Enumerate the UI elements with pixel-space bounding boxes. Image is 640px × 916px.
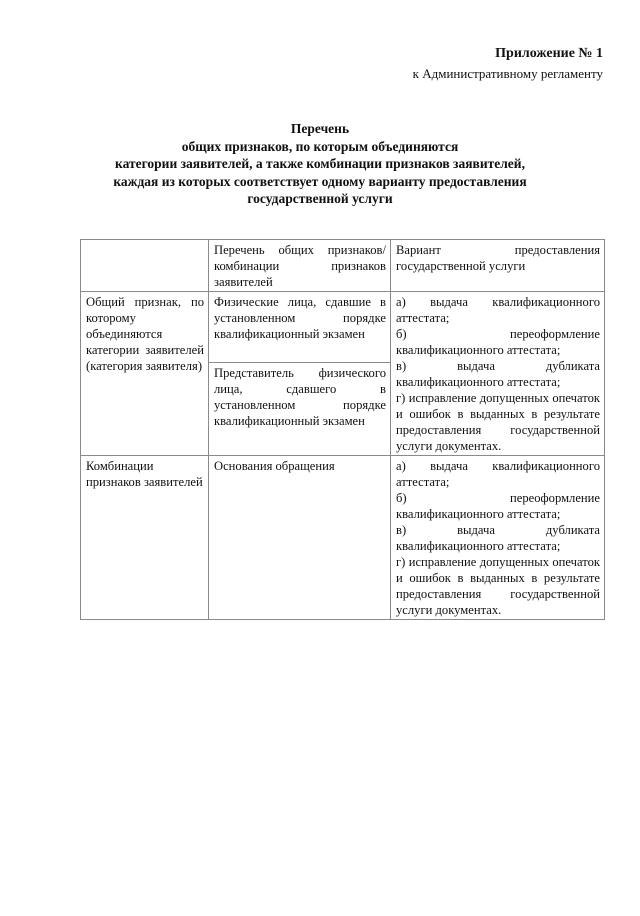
appendix-subtitle: к Административному регламенту [412,66,603,81]
criteria-table [80,239,605,620]
combinations-basis: Основания обращения [209,456,391,620]
variant-item: г) исправление допущенных опечаток и ошибок в выданных в результате предоставления государственной услуги документах. [396,555,600,617]
general-subcategory-2: Представитель физического лица, сдавшего в установленном порядке квалификационный экзамен [209,363,391,456]
table-header-row [81,240,605,292]
variant-item: в) выдача дубликата квалификационного аттестата; [396,523,600,553]
variant-item: б) переоформление квалификационного аттестата; [396,327,600,357]
general-criterion-label: Общий признак, по которому объединяются категории заявителей (категория заявителя) [81,292,209,456]
heading-line: каждая из которых соответствует одному варианту предоставления [113,173,527,189]
variant-item: в) выдача дубликата квалификационного аттестата; [396,359,600,389]
general-subcategory-1: Физические лица, сдавшие в установленном порядке квалификационный экзамен [209,292,391,363]
combinations-label: Комбинации признаков заявителей [81,456,209,620]
appendix-title: Приложение № 1 [495,46,603,61]
variant-item: г) исправление допущенных опечаток и ошибок в выданных в результате предоставления государственной услуги документах. [396,391,600,453]
heading-line: государственной услуги [247,191,393,206]
heading-line: категории заявителей, а также комбинации признаков заявителей, [115,156,525,171]
variant-item: б) переоформление квалификационного аттестата; [396,491,600,521]
variant-item: а) выдача квалификационного аттестата; [396,295,600,325]
header-cell-empty [81,240,209,292]
table-row [81,456,605,620]
general-variants [391,292,605,456]
combinations-variants [391,456,605,620]
document-heading [60,120,580,208]
heading-line: общих признаков, по которым объединяются [181,138,459,154]
header-cell-variant: Вариант предоставления государственной услуги [391,240,605,292]
heading-line: Перечень [290,121,350,136]
header-cell-criteria: Перечень общих признаков/ комбинации признаков заявителей [209,240,391,292]
variant-item: а) выдача квалификационного аттестата; [396,459,600,489]
table-row [81,292,605,363]
